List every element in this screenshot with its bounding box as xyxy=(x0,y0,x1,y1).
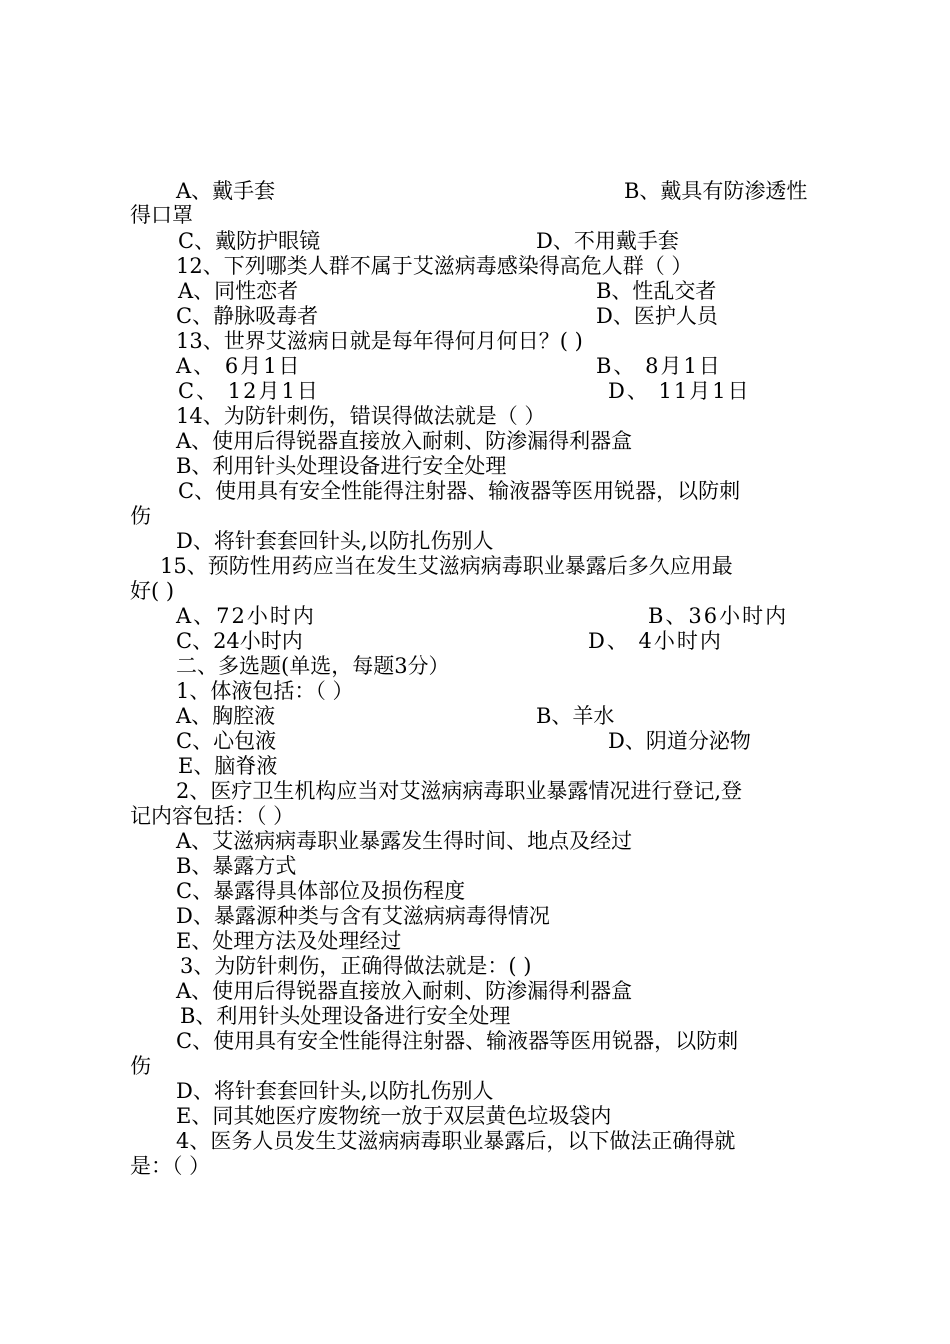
question-15 xyxy=(0,553,950,579)
option-a: A、艾滋病病毒职业暴露发生得时间、地点及经过 xyxy=(176,829,633,853)
option-c: C、使用具有安全性能得注射器、输液器等医用锐器，以防刺 xyxy=(178,479,741,503)
text-line xyxy=(0,628,950,654)
option-c: C、静脉吸毒者 xyxy=(176,304,319,328)
option-d: D、 4小时内 xyxy=(588,629,723,653)
section-title: 二、多选题(单选，每题3分） xyxy=(176,654,450,678)
question-text: 13、世界艾滋病日就是每年得何月何日？( ) xyxy=(176,329,583,353)
line-text: 伤 xyxy=(130,1054,151,1078)
option-e: E、处理方法及处理经过 xyxy=(176,929,402,953)
option-d: D、暴露源种类与含有艾滋病病毒得情况 xyxy=(176,904,550,928)
option-b: B、36小时内 xyxy=(648,604,789,628)
text-line xyxy=(0,178,950,204)
text-line xyxy=(0,853,950,879)
option-a: A、使用后得锐器直接放入耐刺、防渗漏得利器盒 xyxy=(176,979,633,1003)
text-line xyxy=(0,378,950,404)
option-b: B、利用针头处理设备进行安全处理 xyxy=(176,454,507,478)
text-line xyxy=(0,528,950,554)
option-c: C、使用具有安全性能得注射器、输液器等医用锐器，以防刺 xyxy=(176,1029,739,1053)
text-line xyxy=(0,978,950,1004)
option-d: D、不用戴手套 xyxy=(536,229,679,253)
text-line xyxy=(0,1078,950,1104)
text-line xyxy=(0,903,950,929)
option-c: C、心包液 xyxy=(176,729,277,753)
option-d: D、阴道分泌物 xyxy=(608,729,751,753)
option-a: A、使用后得锐器直接放入耐刺、防渗漏得利器盒 xyxy=(176,429,633,453)
text-line xyxy=(0,928,950,954)
option-a: A、 6月1日 xyxy=(176,354,302,378)
question-12 xyxy=(0,253,950,279)
question-text: 14、为防针刺伤，错误得做法就是（ ） xyxy=(176,404,546,428)
text-line xyxy=(0,503,950,529)
text-line xyxy=(0,828,950,854)
option-e: E、脑脊液 xyxy=(178,754,278,778)
text-line xyxy=(0,753,950,779)
line-text: 伤 xyxy=(130,504,151,528)
option-a: A、同性恋者 xyxy=(178,279,299,303)
text-line xyxy=(0,303,950,329)
question-4 xyxy=(0,1128,950,1154)
line-text: 好( ) xyxy=(130,579,175,603)
question-text: 4、医务人员发生艾滋病病毒职业暴露后，以下做法正确得就 xyxy=(176,1129,736,1153)
question-text: 15、预防性用药应当在发生艾滋病病毒职业暴露后多久应用最 xyxy=(160,554,733,578)
option-a: A、胸腔液 xyxy=(176,704,276,728)
text-line xyxy=(0,1028,950,1054)
text-line xyxy=(0,202,950,228)
text-line xyxy=(0,428,950,454)
text-line xyxy=(0,703,950,729)
text-line xyxy=(0,603,950,629)
option-a: A、戴手套 xyxy=(176,179,276,203)
text-line xyxy=(0,578,950,604)
section-heading xyxy=(0,653,950,679)
option-e: E、同其她医疗废物统一放于双层黄色垃圾袋内 xyxy=(176,1104,612,1128)
text-line xyxy=(0,478,950,504)
text-line xyxy=(0,728,950,754)
option-d: D、医护人员 xyxy=(596,304,718,328)
line-text: 是：（ ） xyxy=(130,1154,211,1178)
option-b: B、戴具有防渗透性 xyxy=(624,179,808,203)
option-d: D、 11月1日 xyxy=(608,379,751,403)
line-text: 记内容包括：（ ） xyxy=(130,804,295,828)
text-line xyxy=(0,1003,950,1029)
option-c: C、暴露得具体部位及损伤程度 xyxy=(176,879,466,903)
text-line xyxy=(0,1053,950,1079)
question-3 xyxy=(0,953,950,979)
line-text: 得口罩 xyxy=(130,203,193,227)
text-line xyxy=(0,1103,950,1129)
option-b: B、羊水 xyxy=(536,704,615,728)
text-line xyxy=(0,278,950,304)
text-line xyxy=(0,1153,950,1179)
option-b: B、 8月1日 xyxy=(596,354,722,378)
text-line xyxy=(0,878,950,904)
question-13 xyxy=(0,328,950,354)
question-text: 1、体液包括：（ ） xyxy=(176,679,354,703)
option-c: C、24小时内 xyxy=(176,629,303,653)
text-line xyxy=(0,453,950,479)
option-b: B、性乱交者 xyxy=(596,279,717,303)
text-line xyxy=(0,228,950,254)
option-d: D、将针套套回针头,以防扎伤别人 xyxy=(176,529,494,553)
option-c: C、 12月1日 xyxy=(178,379,320,403)
question-text: 12、下列哪类人群不属于艾滋病毒感染得高危人群（ ） xyxy=(176,254,693,278)
option-a: A、72小时内 xyxy=(176,604,316,628)
question-text: 2、医疗卫生机构应当对艾滋病病毒职业暴露情况进行登记,登 xyxy=(176,779,743,803)
option-b: B、利用针头处理设备进行安全处理 xyxy=(180,1004,511,1028)
question-14 xyxy=(0,403,950,429)
question-1 xyxy=(0,678,950,704)
option-d: D、将针套套回针头,以防扎伤别人 xyxy=(176,1079,494,1103)
option-c: C、戴防护眼镜 xyxy=(178,229,321,253)
question-2 xyxy=(0,778,950,804)
option-b: B、暴露方式 xyxy=(176,854,297,878)
text-line xyxy=(0,803,950,829)
text-line xyxy=(0,353,950,379)
question-text: 3、为防针刺伤，正确得做法就是：( ) xyxy=(180,954,532,978)
